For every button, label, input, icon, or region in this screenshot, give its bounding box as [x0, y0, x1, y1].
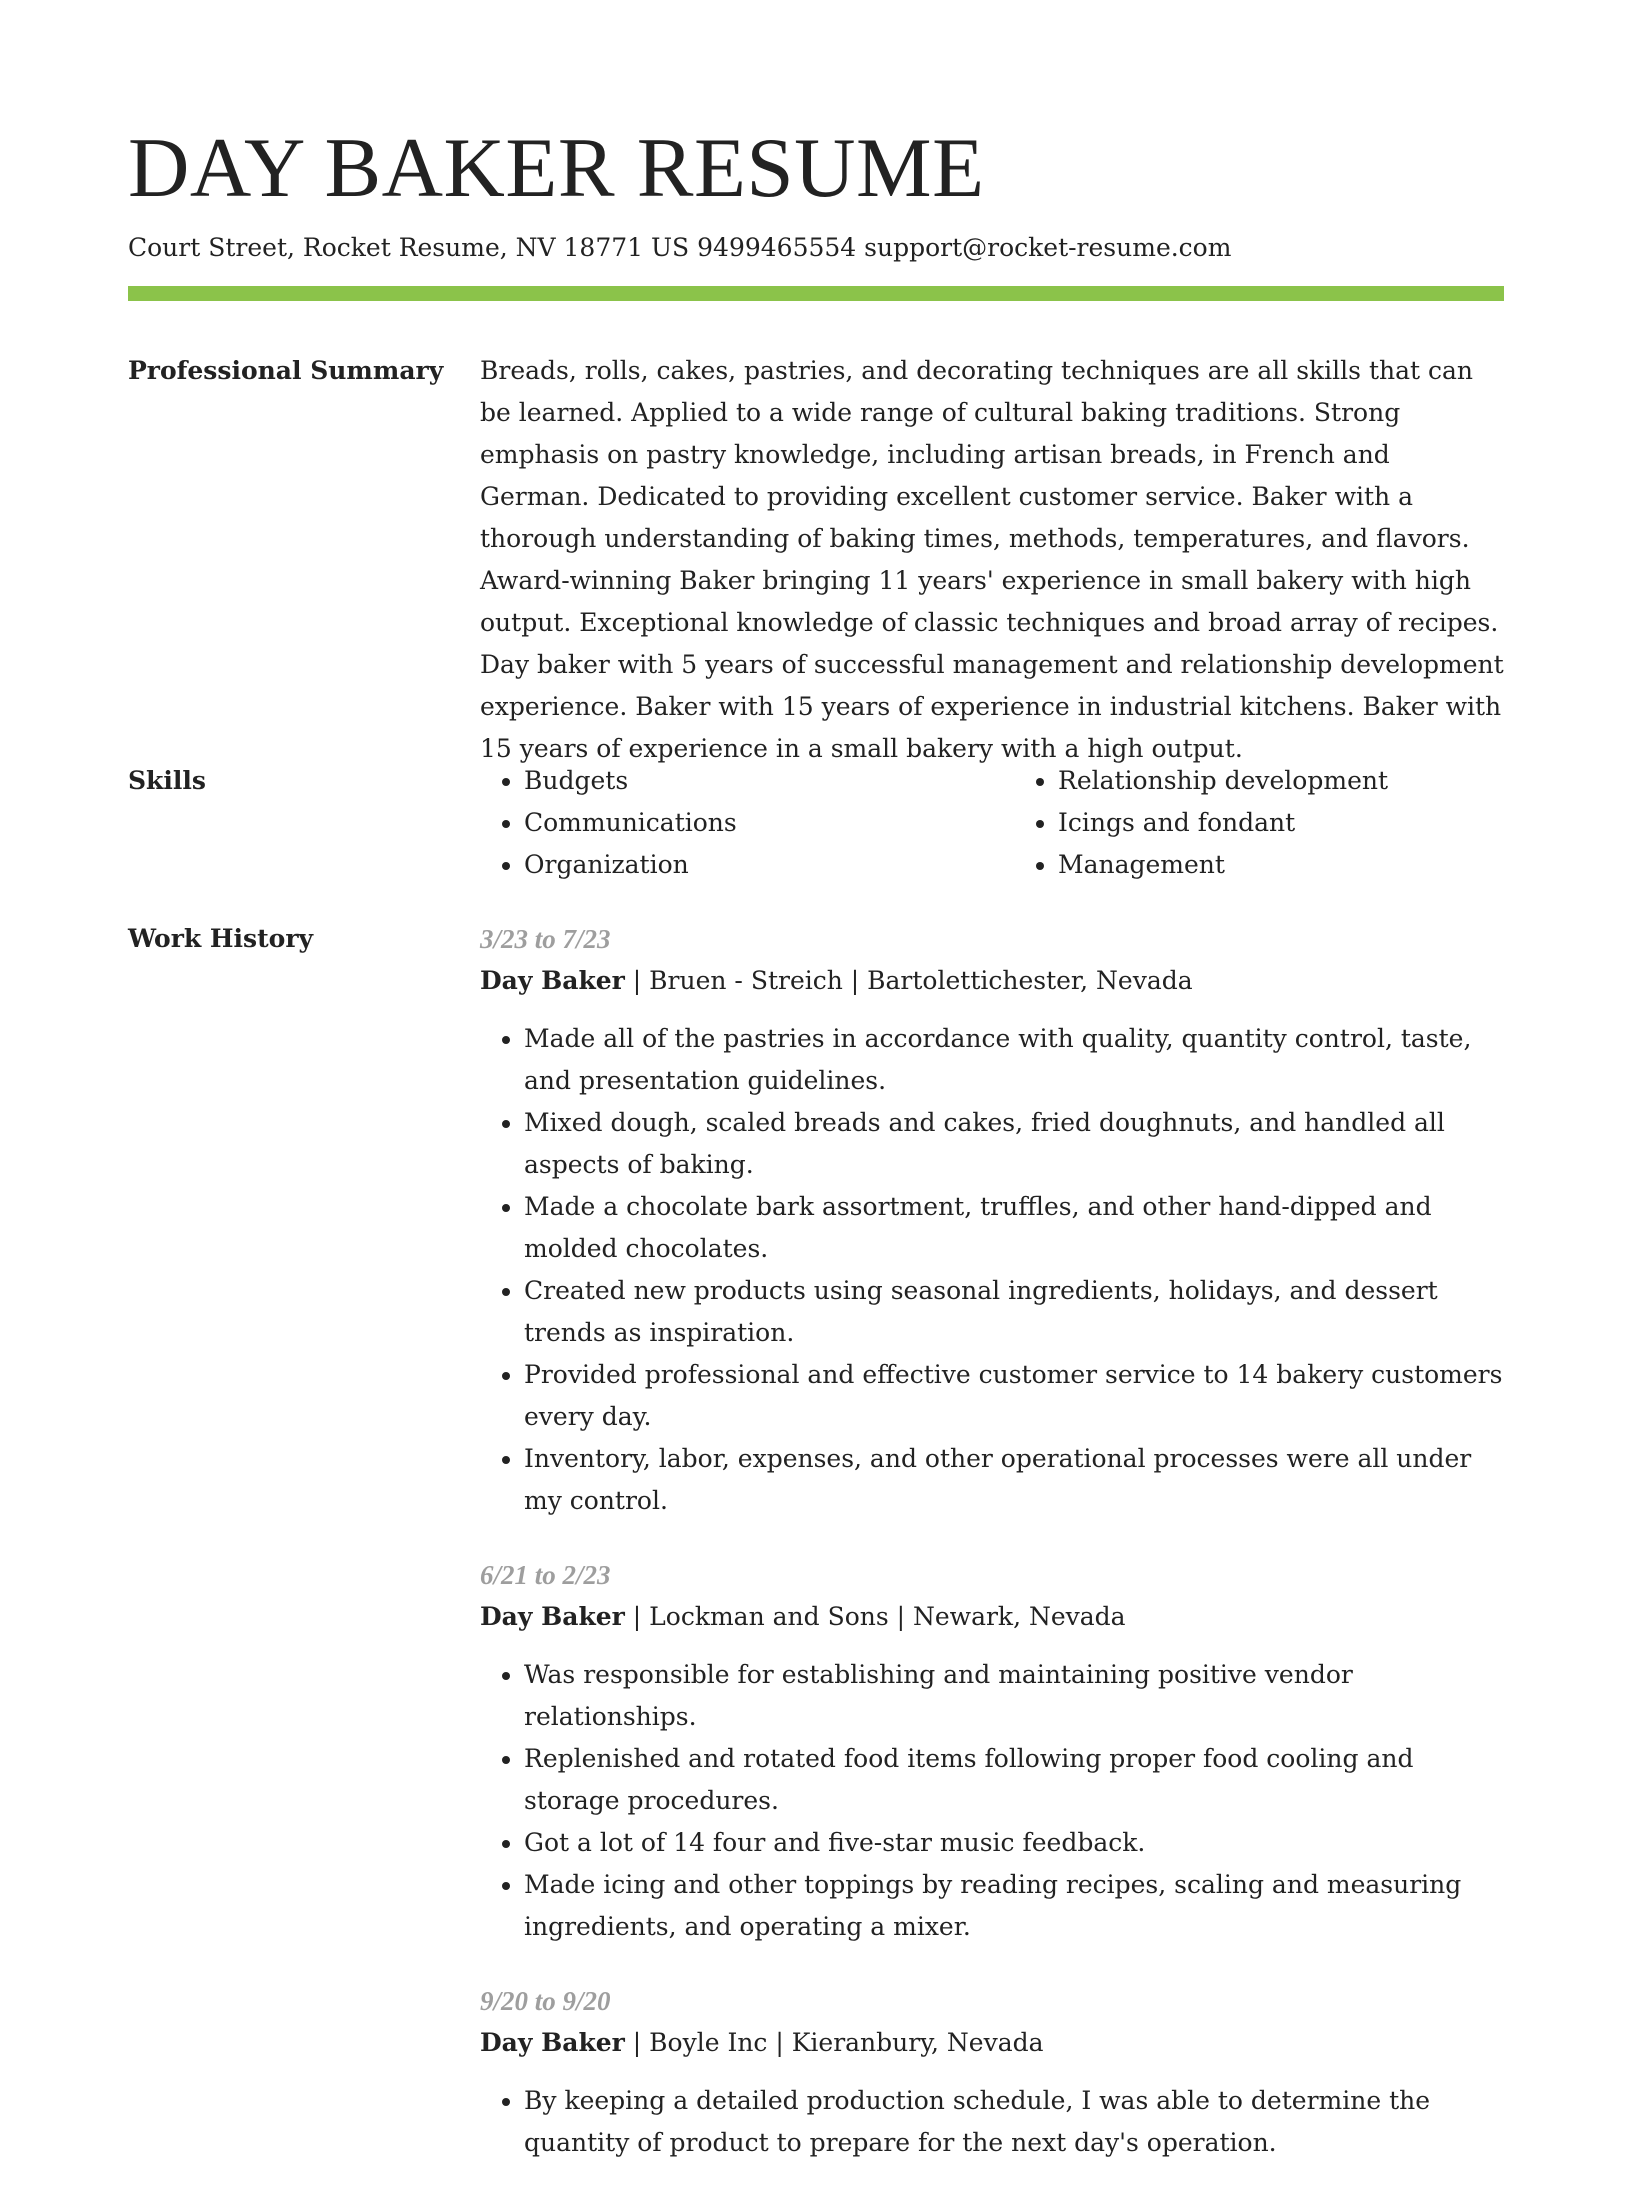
job-title: Day Baker: [480, 966, 625, 995]
job-heading: [480, 960, 1504, 1002]
skills-grid: [480, 760, 1504, 886]
resume-title: DAY BAKER RESUME: [128, 121, 985, 215]
skills-list-left: [480, 760, 970, 886]
job-bullets: [480, 1018, 1504, 1522]
job-title: Day Baker: [480, 2028, 625, 2057]
job-bullet: • Made icing and other toppings by reading recipes, scaling and measuring ingredients, and operating a mixer.: [524, 1864, 1504, 1948]
job-bullet: • Mixed dough, scaled breads and cakes, fried doughnuts, and handled all aspects of baking.: [524, 1102, 1504, 1186]
job-bullet: • Made a chocolate bark assortment, truffles, and other hand-dipped and molded chocolates.: [524, 1186, 1504, 1270]
skills-list-right: [1014, 760, 1504, 886]
job-bullet: • Created new products using seasonal ingredients, holidays, and dessert trends as inspiration.: [524, 1270, 1504, 1354]
summary-section: [480, 350, 1504, 770]
job-employer-location: | Lockman and Sons | Newark, Nevada: [624, 1602, 1126, 1631]
work-history-label: Work History: [128, 924, 314, 953]
job-bullet: • Made all of the pastries in accordance with quality, quantity control, taste, and presentation guidelines.: [524, 1018, 1504, 1102]
header-accent-rule: [128, 286, 1504, 301]
job-entry: [480, 918, 1504, 1522]
skill-item: • Budgets: [524, 760, 970, 802]
skill-item: • Organization: [524, 844, 970, 886]
job-dates: 3/23 to 7/23: [480, 924, 611, 954]
work-history-section: [480, 918, 1504, 2196]
job-entry: [480, 1554, 1504, 1948]
job-entry: [480, 1980, 1504, 2164]
job-bullet: • Got a lot of 14 four and five-star music feedback.: [524, 1822, 1504, 1864]
job-bullets: [480, 1654, 1504, 1948]
skills-section: [480, 760, 1504, 886]
job-heading: [480, 2022, 1504, 2064]
job-bullet: • By keeping a detailed production schedule, I was able to determine the quantity of product to prepare for the next day's operation.: [524, 2080, 1504, 2164]
skill-item: • Relationship development: [1058, 760, 1504, 802]
skills-label: Skills: [128, 766, 206, 795]
job-bullet: • Replenished and rotated food items following proper food cooling and storage procedures.: [524, 1738, 1504, 1822]
summary-label: Professional Summary: [128, 356, 444, 385]
skill-item: • Communications: [524, 802, 970, 844]
job-bullet: • Provided professional and effective customer service to 14 bakery customers every day.: [524, 1354, 1504, 1438]
contact-line: Court Street, Rocket Resume, NV 18771 US 9499465554 support@rocket-resume.com: [128, 233, 1232, 262]
job-title: Day Baker: [480, 1602, 625, 1631]
job-employer-location: | Boyle Inc | Kieranbury, Nevada: [624, 2028, 1044, 2057]
job-employer-location: | Bruen - Streich | Bartolettichester, Nevada: [624, 966, 1193, 995]
skill-item: • Management: [1058, 844, 1504, 886]
job-dates: 6/21 to 2/23: [480, 1560, 611, 1590]
job-bullet: • Was responsible for establishing and maintaining positive vendor relationships.: [524, 1654, 1504, 1738]
job-bullet: • Inventory, labor, expenses, and other operational processes were all under my control.: [524, 1438, 1504, 1522]
job-bullets: [480, 2080, 1504, 2164]
skill-item: • Icings and fondant: [1058, 802, 1504, 844]
job-heading: [480, 1596, 1504, 1638]
job-dates: 9/20 to 9/20: [480, 1986, 611, 2016]
summary-text: Breads, rolls, cakes, pastries, and decorating techniques are all skills that can be learned. Applied to a wide range of cultural baking traditions. Strong emphasis on pastry knowledge, including artisan breads, in French and German. Dedicated to providing excellent customer service. Baker with a thorough understanding of baking times, methods, temperatures, and flavors. Award-winning Baker bringing 11 years' experience in small bakery with high output. Exceptional knowledge of classic techniques and broad array of recipes. Day baker with 5 years of successful management and relationship development experience. Baker with 15 years of experience in industrial kitchens. Baker with 15 years of experience in a small bakery with a high output.: [480, 356, 1504, 763]
